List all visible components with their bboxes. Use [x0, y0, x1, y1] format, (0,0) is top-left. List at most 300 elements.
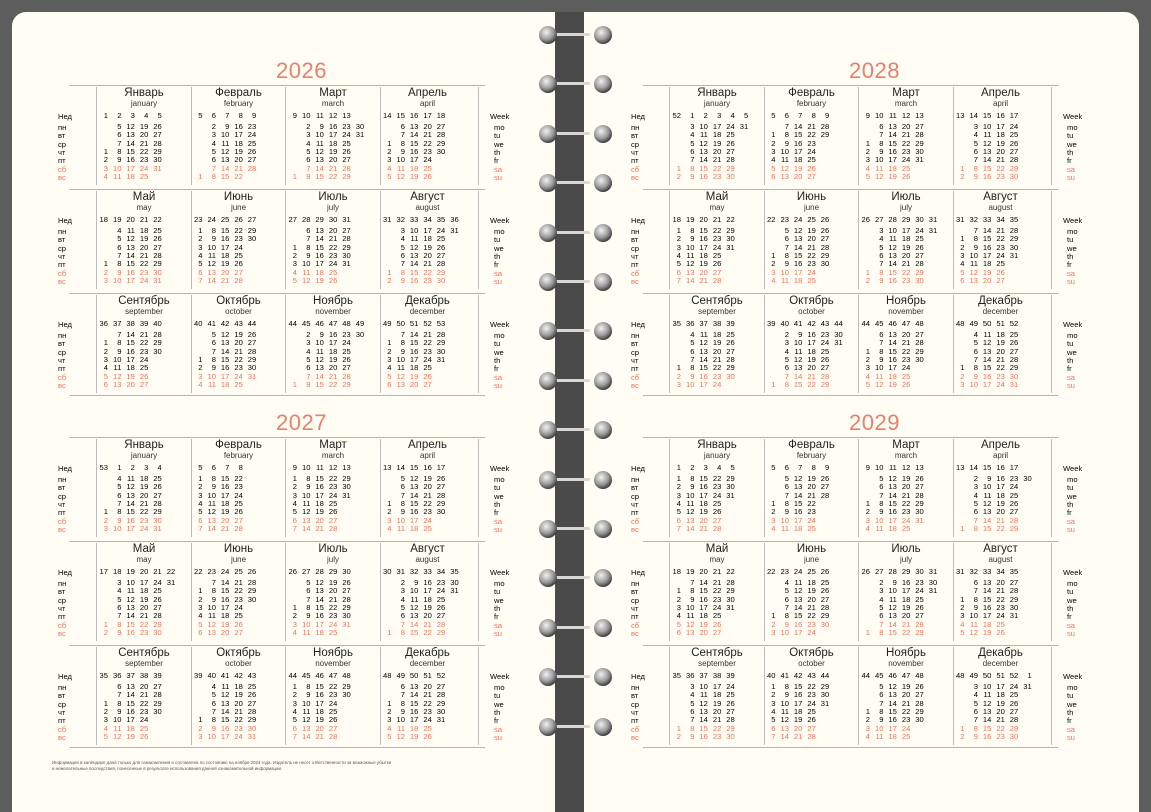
- calendar-day: 11: [781, 155, 789, 165]
- calendar-day: 6: [973, 578, 978, 587]
- calendar-day: 23: [423, 507, 432, 517]
- calendar-day: 10: [207, 242, 216, 252]
- calendar-day: 27: [247, 155, 257, 165]
- calendar-day: 17: [409, 715, 419, 725]
- calendar-day: 14: [699, 155, 708, 165]
- calendar-day: 18: [888, 371, 897, 381]
- week-label: Week: [1063, 672, 1083, 681]
- calendar-day: 8: [784, 682, 789, 691]
- calendar-day: 4: [973, 330, 978, 339]
- calendar-day: 17: [793, 146, 803, 156]
- calendar-day: 7: [198, 275, 203, 285]
- calendar-day: 21: [996, 354, 1005, 364]
- calendar-day: 1: [676, 226, 681, 235]
- calendar-day: 24: [712, 490, 722, 500]
- calendar-day: 26: [996, 267, 1005, 277]
- calendar-day: 13: [685, 627, 695, 637]
- calendar-day: 4: [784, 578, 789, 587]
- week-number: 23: [207, 567, 216, 576]
- calendar-day: 14: [685, 523, 695, 533]
- calendar-day: 14: [409, 690, 419, 700]
- calendar-day: 28: [726, 578, 735, 587]
- calendar-day: 14: [982, 354, 992, 364]
- calendar-day: 13: [315, 363, 324, 373]
- calendar-day: 7: [973, 155, 978, 165]
- calendar-day: 20: [996, 578, 1005, 587]
- weekday-label-en: sa: [494, 268, 503, 278]
- calendar-day: 19: [126, 371, 135, 381]
- calendar-day: 25: [423, 523, 432, 533]
- calendar-day: 13: [315, 586, 324, 596]
- calendar-day: 18: [793, 523, 803, 533]
- calendar-day: 20: [901, 330, 911, 339]
- calendar-day: 8: [784, 611, 789, 621]
- binding-ring: [594, 372, 612, 390]
- calendar-day: 2: [784, 330, 789, 339]
- calendar-day: 1: [103, 146, 108, 156]
- calendar-day: 3: [690, 122, 695, 131]
- calendar-day: 29: [436, 138, 446, 148]
- calendar-day: 19: [139, 122, 149, 131]
- month-divider: [858, 647, 859, 745]
- binding-ring: [539, 224, 557, 242]
- calendar-day: 17: [793, 515, 803, 525]
- calendar-day: 7: [211, 578, 216, 587]
- calendar-day: 15: [888, 138, 897, 148]
- weekday-label-en: th: [494, 251, 501, 261]
- month-header: [957, 87, 1045, 108]
- calendar-day: 22: [712, 226, 722, 235]
- month-name-ru: Июль: [891, 191, 921, 203]
- calendar-day: 5: [879, 474, 884, 483]
- calendar-day: 3: [960, 250, 965, 260]
- calendar-day: 27: [436, 482, 446, 492]
- weekday-label-ru: чт: [58, 707, 66, 717]
- calendar-day: 14: [888, 259, 897, 269]
- calendar-day: 29: [1009, 523, 1019, 533]
- weekday-label-en: fr: [1067, 260, 1072, 270]
- weekday-label-ru: сб: [58, 724, 67, 734]
- month-name-en: november: [315, 307, 351, 316]
- week-number: 28: [315, 567, 324, 576]
- calendar-day: 4: [400, 234, 405, 244]
- calendar-day: 31: [436, 354, 446, 364]
- calendar-day: 14: [982, 155, 992, 165]
- calendar-day: 5: [292, 715, 297, 725]
- calendar-day: 12: [780, 163, 789, 173]
- calendar-day: 10: [699, 682, 708, 691]
- weekday-label-en: fr: [1067, 612, 1072, 622]
- calendar-day: 13: [699, 146, 708, 156]
- week-number: 49: [396, 671, 405, 680]
- weekday-label-ru: сб: [631, 724, 640, 734]
- calendar-day: 25: [996, 619, 1005, 629]
- calendar-day: 26: [423, 731, 432, 741]
- calendar-day: 17: [888, 363, 897, 373]
- week-number: 21: [153, 567, 162, 576]
- calendar-day: 5: [771, 715, 776, 725]
- calendar-day: 4: [387, 363, 392, 373]
- row-divider: [643, 85, 1058, 86]
- calendar-day: 1: [387, 267, 392, 277]
- calendar-day: 16: [793, 507, 803, 517]
- calendar-day: 21: [712, 354, 722, 364]
- calendar-day: 28: [153, 250, 162, 260]
- week-number: 28: [301, 215, 311, 224]
- calendar-day: 11: [781, 706, 789, 716]
- week-number: 32: [969, 215, 978, 224]
- calendar-day: 23: [342, 330, 351, 339]
- calendar-day: 29: [153, 507, 162, 517]
- calendar-day: 24: [726, 122, 735, 131]
- calendar-day: 23: [436, 578, 446, 587]
- week-number: 14: [383, 111, 392, 120]
- calendar-day: 23: [901, 715, 911, 725]
- week-number: 5: [743, 111, 749, 120]
- week-number: 8: [811, 463, 816, 472]
- week-number: 26: [820, 215, 830, 224]
- calendar-day: 24: [712, 242, 722, 252]
- week-number: 14: [969, 463, 978, 472]
- calendar-day: 15: [888, 627, 897, 637]
- calendar-day: 20: [793, 171, 803, 181]
- calendar-day: 4: [103, 171, 108, 181]
- week-number: 5: [771, 463, 776, 472]
- calendar-day: 13: [888, 482, 897, 492]
- calendar-day: 3: [676, 379, 681, 389]
- calendar-day: 3: [690, 682, 695, 691]
- calendar-day: 17: [315, 259, 324, 269]
- calendar-day: 21: [996, 226, 1005, 235]
- week-number: 26: [247, 567, 257, 576]
- calendar-day: 12: [396, 371, 405, 381]
- calendar-day: 29: [247, 586, 257, 596]
- calendar-day: 7: [117, 138, 122, 148]
- calendar-day: 14: [685, 275, 695, 285]
- calendar-day: 30: [726, 371, 735, 381]
- week-number: 30: [328, 215, 338, 224]
- calendar-day: 17: [699, 379, 708, 389]
- month-name-en: august: [415, 555, 440, 564]
- week-number: 47: [328, 319, 338, 328]
- calendar-day: 19: [712, 698, 722, 708]
- calendar-day: 24: [423, 155, 432, 165]
- calendar-day: 28: [153, 138, 162, 148]
- calendar-day: 4: [292, 498, 297, 508]
- calendar-day: 31: [153, 163, 162, 173]
- calendar-day: 17: [126, 715, 135, 725]
- month-name-en: january: [703, 451, 731, 460]
- week-number: 3: [717, 111, 722, 120]
- calendar-day: 21: [793, 731, 803, 741]
- calendar-day: 21: [423, 130, 432, 140]
- calendar-day: 9: [211, 482, 216, 492]
- calendar-day: 15: [793, 682, 803, 691]
- week-number: 46: [888, 319, 897, 328]
- weekday-label-en: su: [494, 524, 503, 534]
- month-divider: [764, 647, 765, 745]
- calendar-day: 17: [126, 354, 135, 364]
- week-number: 11: [315, 111, 324, 120]
- calendar-day: 26: [726, 698, 735, 708]
- month-name-en: march: [894, 451, 918, 460]
- calendar-day: 12: [888, 682, 897, 691]
- month-header: [673, 439, 761, 460]
- week-number: 4: [157, 463, 162, 472]
- calendar-day: 6: [306, 586, 311, 596]
- calendar-day: 24: [328, 698, 338, 708]
- calendar-day: 10: [685, 379, 695, 389]
- calendar-day: 5: [103, 731, 108, 741]
- month-name-ru: Апрель: [407, 87, 447, 99]
- month-name-ru: Ноябрь: [886, 647, 926, 659]
- week-number: 39: [139, 319, 149, 328]
- calendar-day: 3: [103, 354, 108, 364]
- week-number: 27: [301, 567, 311, 576]
- calendar-day: 21: [139, 611, 149, 621]
- calendar-day: 10: [409, 586, 419, 596]
- calendar-day: 23: [234, 234, 243, 244]
- month-divider: [380, 647, 381, 745]
- calendar-day: 21: [699, 275, 708, 285]
- week-number: 44: [861, 671, 870, 680]
- calendar-day: 4: [865, 371, 870, 381]
- month-header: [289, 87, 377, 108]
- calendar-day: 8: [690, 474, 695, 483]
- month-divider: [285, 543, 286, 641]
- calendar-day: 23: [712, 594, 722, 604]
- year-title: 2029: [849, 410, 900, 435]
- calendar-day: 15: [315, 171, 324, 181]
- calendar-day: 4: [387, 723, 392, 733]
- calendar-day: 11: [208, 250, 216, 260]
- month-divider: [191, 543, 192, 641]
- calendar-day: 29: [820, 611, 830, 621]
- calendar-day: 20: [996, 706, 1005, 716]
- calendar-day: 7: [973, 354, 978, 364]
- calendar-day: 9: [973, 602, 978, 612]
- week-number: 23: [780, 215, 789, 224]
- calendar-day: 3: [292, 698, 297, 708]
- calendar-day: 14: [793, 242, 803, 252]
- calendar-day: 23: [712, 234, 722, 244]
- calendar-day: 9: [117, 627, 122, 637]
- month-header: [768, 543, 856, 564]
- weekday-label-ru: пн: [58, 475, 67, 484]
- weekday-label-en: su: [1067, 276, 1076, 286]
- calendar-day: 8: [690, 363, 695, 373]
- calendar-day: 18: [315, 498, 324, 508]
- calendar-day: 25: [342, 138, 351, 148]
- week-number: 12: [328, 463, 338, 472]
- calendar-day: 30: [915, 275, 924, 285]
- calendar-day: 27: [234, 267, 243, 277]
- calendar-day: 17: [126, 163, 135, 173]
- calendar-day: 3: [973, 122, 978, 131]
- month-header: [195, 191, 283, 212]
- calendar-day: 2: [960, 171, 965, 181]
- week-number: 40: [780, 319, 789, 328]
- calendar-day: 12: [315, 146, 324, 156]
- calendar-day: 18: [328, 346, 338, 356]
- calendar-day: 31: [726, 490, 735, 500]
- calendar-day: 26: [139, 371, 149, 381]
- week-number: 13: [342, 463, 351, 472]
- calendar-day: 26: [234, 507, 243, 517]
- calendar-day: 2: [865, 715, 870, 725]
- calendar-day: 27: [234, 515, 243, 525]
- week-number: 14: [969, 111, 978, 120]
- week-number: 13: [915, 463, 924, 472]
- calendar-day: 4: [865, 523, 870, 533]
- calendar-day: 12: [396, 171, 405, 181]
- calendar-day: 27: [342, 363, 351, 373]
- calendar-day: 9: [211, 723, 216, 733]
- calendar-day: 27: [1009, 706, 1019, 716]
- calendar-day: 23: [996, 602, 1005, 612]
- weekday-label-en: mo: [1067, 331, 1078, 340]
- calendar-day: 10: [969, 611, 978, 621]
- calendar-day: 18: [996, 690, 1005, 700]
- calendar-day: 2: [973, 474, 978, 483]
- calendar-day: 8: [306, 682, 311, 691]
- month-name-ru: Июль: [891, 543, 921, 555]
- calendar-day: 4: [117, 474, 122, 483]
- week-number: 34: [996, 567, 1005, 576]
- calendar-day: 29: [153, 259, 162, 269]
- calendar-day: 16: [699, 594, 708, 604]
- month-header: [768, 191, 856, 212]
- week-number: 48: [956, 671, 965, 680]
- calendar-day: 23: [1009, 474, 1019, 483]
- calendar-day: 22: [996, 723, 1005, 733]
- calendar-day: 29: [726, 723, 735, 733]
- calendar-day: 19: [982, 627, 992, 637]
- calendar-day: 22: [139, 619, 149, 629]
- weekday-label-en: th: [494, 147, 501, 157]
- calendar-day: 9: [400, 275, 405, 285]
- calendar-day: 21: [315, 731, 324, 741]
- calendar-day: 10: [780, 267, 789, 277]
- calendar-day: 15: [699, 163, 708, 173]
- calendar-day: 30: [834, 330, 843, 339]
- calendar-day: 20: [328, 155, 338, 165]
- month-header: [862, 439, 950, 460]
- month-name-ru: Январь: [124, 87, 164, 99]
- calendar-day: 1: [865, 706, 870, 716]
- month-divider: [1051, 87, 1052, 185]
- calendar-day: 19: [220, 619, 230, 629]
- calendar-day: 1: [771, 611, 776, 621]
- calendar-day: 5: [117, 234, 122, 244]
- calendar-day: 20: [328, 586, 338, 596]
- weekday-label-en: th: [494, 499, 501, 509]
- calendar-day: 20: [139, 602, 149, 612]
- week-number: 47: [901, 671, 911, 680]
- calendar-day: 15: [409, 627, 419, 637]
- calendar-day: 4: [306, 346, 311, 356]
- calendar-day: 26: [915, 474, 924, 483]
- week-number: 22: [194, 567, 203, 576]
- calendar-day: 18: [699, 611, 708, 621]
- weekday-label-en: th: [494, 355, 501, 365]
- calendar-day: 13: [888, 330, 897, 339]
- weekday-label-ru: пн: [631, 475, 640, 484]
- month-header: [957, 439, 1045, 460]
- calendar-day: 30: [726, 234, 735, 244]
- calendar-day: 28: [436, 330, 446, 339]
- calendar-day: 12: [699, 338, 708, 348]
- calendar-day: 15: [982, 594, 992, 604]
- calendar-day: 14: [699, 354, 708, 364]
- calendar-day: 17: [712, 682, 722, 691]
- calendar-day: 31: [928, 586, 938, 596]
- month-name-ru: Февраль: [788, 87, 835, 99]
- calendar-day: 25: [328, 267, 338, 277]
- calendar-day: 10: [396, 715, 405, 725]
- calendar-day: 22: [328, 682, 338, 691]
- calendar-day: 12: [969, 267, 978, 277]
- calendar-day: 4: [879, 234, 884, 244]
- calendar-day: 24: [901, 155, 911, 165]
- weekday-label-en: fr: [494, 364, 499, 374]
- calendar-day: 7: [973, 586, 978, 596]
- calendar-day: 28: [328, 523, 338, 533]
- calendar-day: 17: [234, 130, 243, 140]
- week-number: 52: [436, 671, 446, 680]
- week-number: 52: [1009, 671, 1019, 680]
- weekday-label-ru: вс: [631, 276, 639, 286]
- calendar-day: 1: [771, 498, 776, 508]
- calendar-day: 10: [874, 723, 884, 733]
- calendar-day: 12: [220, 146, 230, 156]
- calendar-day: 4: [865, 163, 870, 173]
- month-header: [100, 543, 188, 564]
- calendar-day: 8: [879, 498, 884, 508]
- month-divider: [1051, 439, 1052, 537]
- calendar-day: 30: [820, 619, 830, 629]
- calendar-day: 29: [1009, 234, 1019, 244]
- calendar-day: 4: [676, 611, 681, 621]
- calendar-day: 20: [423, 611, 432, 621]
- week-number: 35: [1009, 567, 1019, 576]
- calendar-day: 18: [234, 138, 243, 148]
- calendar-day: 31: [820, 698, 830, 708]
- week-number: 35: [672, 319, 681, 328]
- weekday-label-en: tu: [494, 339, 501, 349]
- calendar-day: 19: [712, 138, 722, 148]
- calendar-day: 30: [726, 731, 735, 741]
- calendar-day: 18: [315, 267, 324, 277]
- calendar-day: 14: [315, 163, 324, 173]
- calendar-day: 21: [901, 490, 911, 500]
- calendar-day: 8: [879, 267, 884, 277]
- calendar-day: 26: [901, 171, 911, 181]
- calendar-day: 23: [996, 242, 1005, 252]
- calendar-day: 13: [699, 346, 708, 356]
- weekday-label-en: su: [1067, 524, 1076, 534]
- calendar-day: 10: [874, 155, 884, 165]
- week-number: 18: [99, 215, 108, 224]
- calendar-day: 27: [342, 226, 351, 235]
- weekday-label-ru: чт: [631, 251, 639, 261]
- calendar-day: 12: [207, 507, 216, 517]
- month-divider: [669, 295, 670, 393]
- calendar-day: 2: [387, 146, 392, 156]
- calendar-day: 16: [409, 346, 419, 356]
- weekday-label-ru: ср: [58, 139, 67, 149]
- calendar-day: 16: [234, 122, 243, 131]
